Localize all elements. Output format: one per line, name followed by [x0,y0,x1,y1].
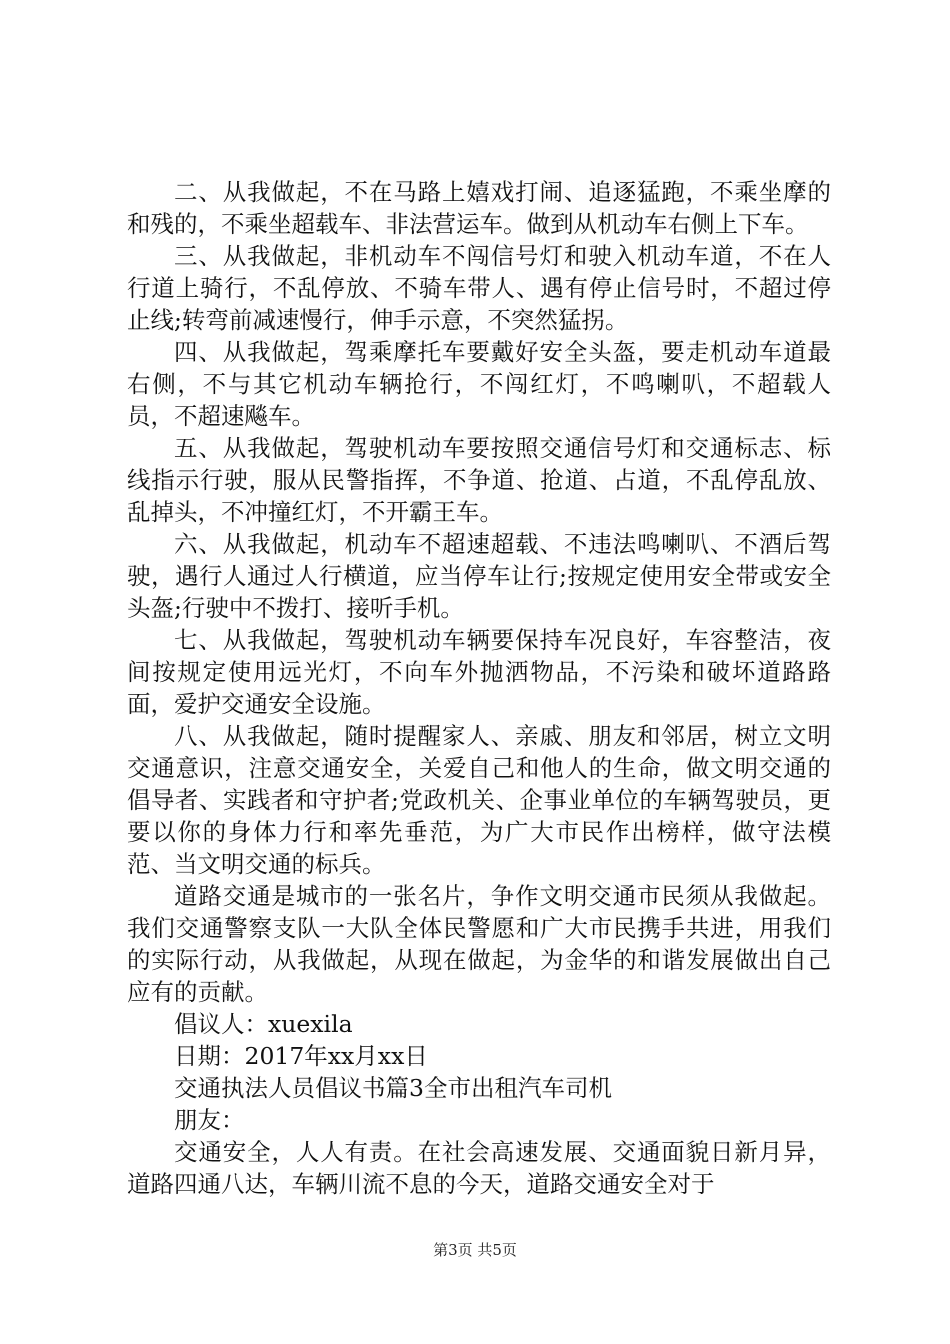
opening-paragraph: 交通安全，人人有责。在社会高速发展、交通面貌日新月异，道路四通八达，车辆川流不息的今天，道路交通安全对于 [127,1138,831,1198]
section-heading: 交通执法人员倡议书篇3全市出租汽车司机 [174,1074,612,1102]
paragraph-item-2: 二、从我做起，不在马路上嬉戏打闹、追逐猛跑，不乘坐摩的和残的，不乘坐超载车、非法营运车。做到从机动车右侧上下车。 [127,178,831,238]
date-line: 日期：2017年xx月xx日 [174,1042,428,1070]
paragraph-item-5: 五、从我做起，驾驶机动车要按照交通信号灯和交通标志、标线指示行驶，服从民警指挥，不争道、抢道、占道，不乱停乱放、乱掉头，不冲撞红灯，不开霸王车。 [127,434,831,526]
initiator-line: 倡议人：xuexila [174,1010,353,1038]
closing-paragraph: 道路交通是城市的一张名片，争作文明交通市民须从我做起。我们交通警察支队一大队全体民警愿和广大市民携手共进，用我们的实际行动，从我做起，从现在做起，为金华的和谐发展做出自己应有的贡献。 [127,882,831,1006]
paragraph-item-7: 七、从我做起，驾驶机动车辆要保持车况良好，车容整洁，夜间按规定使用远光灯，不向车外抛洒物品，不污染和破坏道路路面，爱护交通安全设施。 [127,626,831,718]
page-number-footer: 第3页 共5页 [433,1241,517,1259]
paragraph-item-8: 八、从我做起，随时提醒家人、亲戚、朋友和邻居，树立文明交通意识，注意交通安全，关爱自己和他人的生命，做文明交通的倡导者、实践者和守护者;党政机关、企事业单位的车辆驾驶员，更要以你的身体力行和率先垂范，为广大市民作出榜样，做守法模范、当文明交通的标兵。 [127,722,831,878]
paragraph-item-6: 六、从我做起，机动车不超速超载、不违法鸣喇叭、不酒后驾驶，遇行人通过人行横道，应当停车让行;按规定使用安全带或安全头盔;行驶中不拨打、接听手机。 [127,530,831,622]
paragraph-item-4: 四、从我做起，驾乘摩托车要戴好安全头盔，要走机动车道最右侧，不与其它机动车辆抢行，不闯红灯，不鸣喇叭，不超载人员，不超速飚车。 [127,338,831,430]
document-body [127,176,831,1200]
paragraph-item-3: 三、从我做起，非机动车不闯信号灯和驶入机动车道，不在人行道上骑行，不乱停放、不骑车带人、遇有停止信号时，不超过停止线;转弯前减速慢行，伸手示意，不突然猛拐。 [127,242,831,334]
salutation-line: 朋友： [174,1106,245,1134]
